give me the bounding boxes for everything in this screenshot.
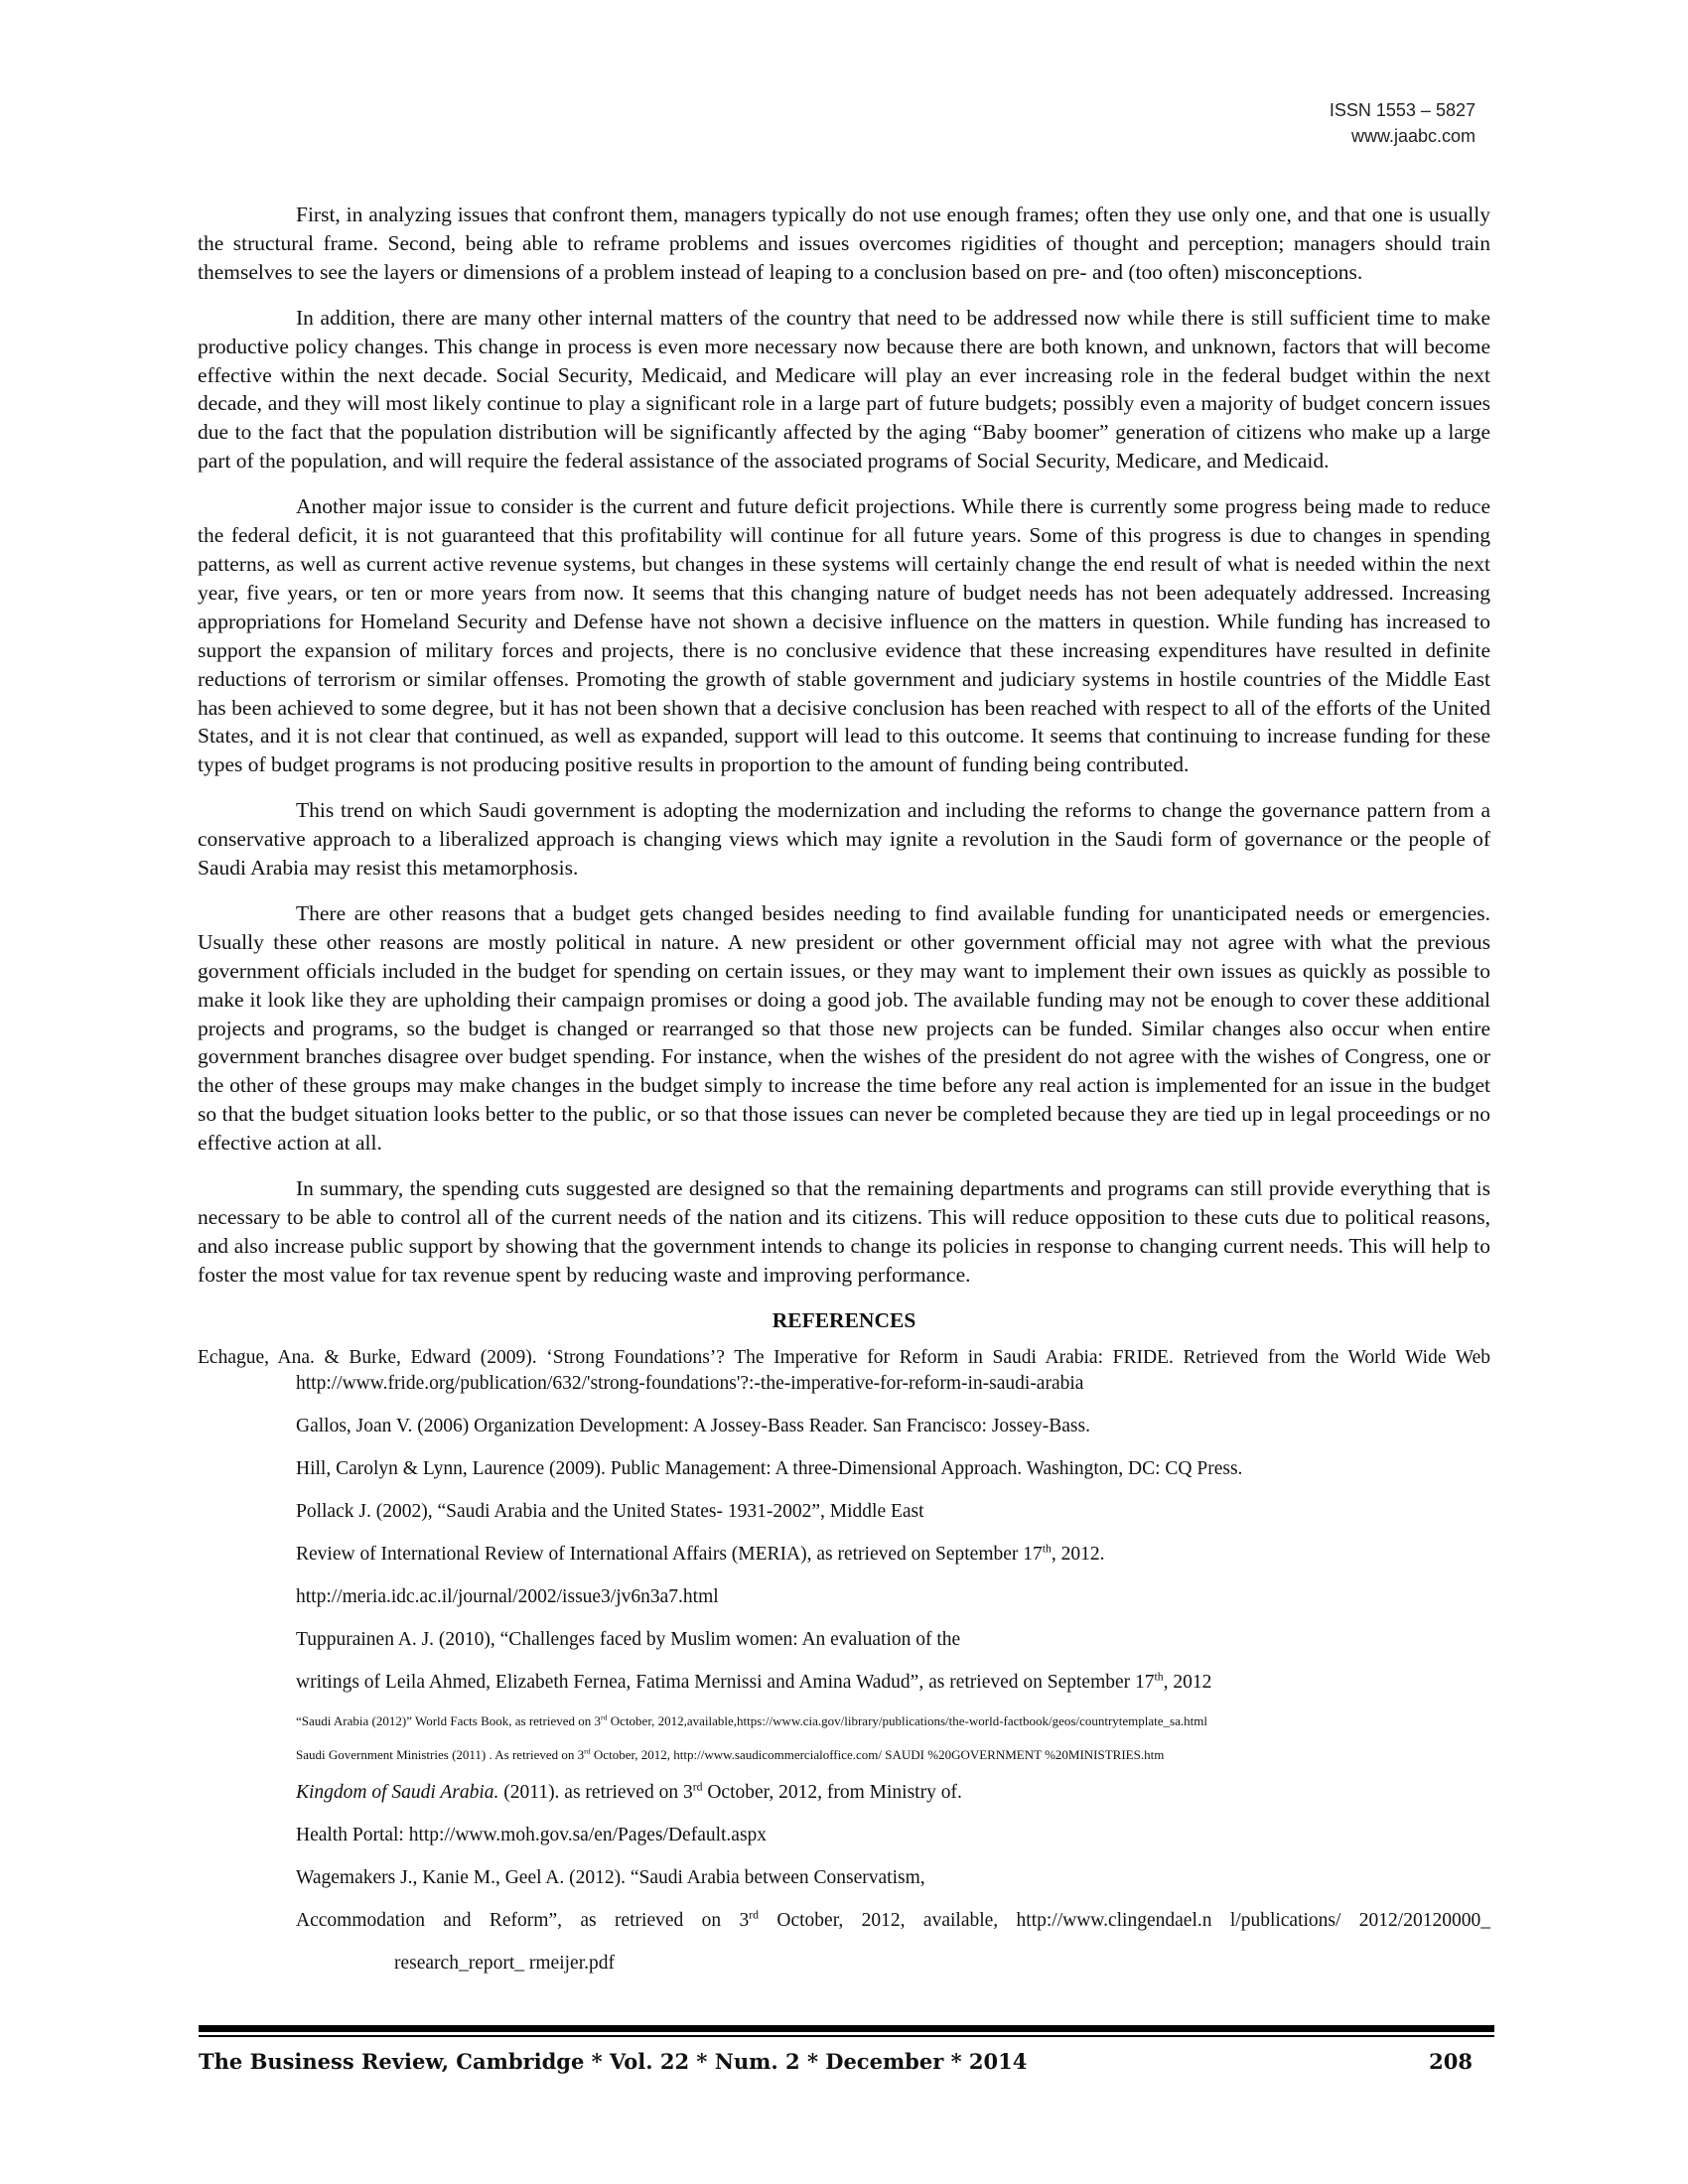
paragraph-budget-changes: There are other reasons that a budget gets changed besides needing to find available funding for unanticipated needs or emergencies. Usually these other reasons are mostly political in nature. A new president or other government official may not agree with what the previous government officials included in the budget for spending on certain issues, or they may want to implement their own issues as quickly as possible to make it look like they are upholding their campaign promises or doing a good job. The available funding may not be enough to cover these additional projects and programs, so the budget is changed or rearranged so that those new projects can be funded. Similar changes also occur when entire government branches disagree over budget spending. For instance, when the wishes of the president do not agree with the wishes of Congress, one or the other of these groups may make changes in the budget simply to increase the time before any real action is implemented for an issue in the budget so that the budget situation looks better to the public, or so that those issues can never be completed because they are tied up in legal proceedings or no effective action at all.	[198, 900, 1490, 1156]
paragraph-summary: In summary, the spending cuts suggested are designed so that the remaining departments and programs can still provide everything that is necessary to be able to control all of the current needs of the nation and its citizens. This will reduce opposition to these cuts due to political reasons, and also increase public support by showing that the government intends to change its policies in response to changing current needs. This will help to foster the most value for tax revenue spent by reducing waste and improving performance.	[198, 1176, 1490, 1287]
paragraph-deficit: Another major issue to consider is the current and future deficit projections. While there is currently some progress being made to reduce the federal deficit, it is not guaranteed that this profitability will continue for all future years. Some of this progress is due to changes in spending patterns, as well as current active revenue systems, but changes in these systems will certainly change the end result of what is needed within the next year, five years, or ten or more years from now. It seems that this changing nature of budget needs has not been adequately addressed. Increasing appropriations for Homeland Security and Defense have not shown a decisive influence on the matters in question. While funding has increased to support the expansion of military forces and projects, there is no conclusive evidence that these increasing expenditures have resulted in definite reductions of terrorism or similar offenses. Promoting the growth of stable government and judiciary systems in hostile countries of the Middle East has been achieved to some degree, but it has not been shown that a decisive conclusion has been reached with respect to all of the efforts of the United States, and it is not clear that continued, as well as expanded, support will lead to this outcome. It seems that continuing to increase funding for these types of budget programs is not producing positive results in proportion to the amount of funding being contributed.	[198, 494, 1490, 777]
references-list	[198, 1345, 1490, 1977]
reference-hill: Hill, Carolyn & Lynn, Laurence (2009). Public Management: A three-Dimensional Approach. Washington, DC: CQ Press.	[296, 1457, 1243, 1479]
reference-gallos: Gallos, Joan V. (2006) Organization Development: A Jossey-Bass Reader. San Francisco: Jossey-Bass.	[296, 1415, 1090, 1436]
reference-meria-url: http://meria.idc.ac.il/journal/2002/issue3/jv6n3a7.html	[296, 1585, 719, 1607]
reference-echague: Echague, Ana. & Burke, Edward (2009). ‘Strong Foundations’? The Imperative for Reform in Saudi Arabia: FRIDE. Retrieved from the World Wide Web http://www.fride.org/publication/632/'strong-foundations'?:-the-imperative-for-reform-in-saudi-arabia	[198, 1346, 1490, 1394]
reference-health-portal: Health Portal: http://www.moh.gov.sa/en/Pages/Default.aspx	[296, 1824, 768, 1845]
page-header	[1330, 97, 1476, 149]
article-body	[198, 201, 1490, 1993]
paragraph-frames: First, in analyzing issues that confront them, managers typically do not use enough frames; often they use only one, and that one is usually the structural frame. Second, being able to reframe problems and issues overcomes rigidities of thought and perception; managers should train themselves to see the layers or dimensions of a problem instead of leaping to a conclusion based on pre- and (too often) misconceptions.	[198, 203, 1490, 284]
issn-label: ISSN 1553 – 5827	[1329, 100, 1476, 120]
reference-research-report: research_report_ rmeijer.pdf	[394, 1952, 615, 1974]
footer-thin-rule	[199, 2035, 1494, 2037]
reference-meria: Review of International Review of International Affairs (MERIA), as retrieved on September 17th, 2012.	[296, 1542, 1105, 1565]
references-heading: REFERENCES	[772, 1307, 916, 1332]
reference-kingdom: Kingdom of Saudi Arabia. (2011). as retrieved on 3rd October, 2012, from Ministry of.	[296, 1780, 962, 1803]
reference-wagemakers: Wagemakers J., Kanie M., Geel A. (2012). “Saudi Arabia between Conservatism,	[296, 1866, 925, 1888]
reference-tuppurainen: Tuppurainen A. J. (2010), “Challenges faced by Muslim women: An evaluation of the	[296, 1628, 961, 1650]
footer-thick-rule	[199, 2025, 1494, 2032]
reference-pollack: Pollack J. (2002), “Saudi Arabia and the United States- 1931-2002”, Middle East	[296, 1500, 924, 1522]
reference-accommodation: Accommodation and Reform”, as retrieved on 3rd October, 2012, available, http://www.clingendael.n l/publications/ 2012/20120000_	[296, 1908, 1490, 1931]
journal-citation: The Business Review, Cambridge * Vol. 22 * Num. 2 * December * 2014	[199, 2049, 1028, 2074]
reference-ministries: Saudi Government Ministries (2011) . As retrieved on 3rd October, 2012, http://www.saudicommercialoffice.com/ SAUDI %20GOVERNMENT %20MINISTRIES.htm	[296, 1746, 1165, 1762]
paragraph-saudi-trend: This trend on which Saudi government is adopting the modernization and including the reforms to change the governance pattern from a conservative approach to a liberalized approach is changing views which may ignite a revolution in the Saudi form of governance or the people of Saudi Arabia may resist this metamorphosis.	[198, 798, 1490, 881]
reference-factbook: “Saudi Arabia (2012)” World Facts Book, as retrieved on 3rd October, 2012,available,https://www.cia.gov/library/publications/the-world-factbook/geos/countrytemplate_sa.html	[296, 1712, 1207, 1728]
reference-writings: writings of Leila Ahmed, Elizabeth Fernea, Fatima Mernissi and Amina Wadud”, as retrieved on September 17th, 2012	[296, 1670, 1212, 1693]
website-label: www.jaabc.com	[1350, 126, 1476, 146]
page-number: 208	[1429, 2049, 1473, 2074]
paragraph-internal-matters: In addition, there are many other internal matters of the country that need to be addressed now while there is still sufficient time to make productive policy changes. This change in process is even more necessary now because there are both known, and unknown, factors that will become effective within the next decade. Social Security, Medicaid, and Medicare will play an ever increasing role in the federal budget within the next decade, and they will most likely continue to play a significant role in a large part of future budgets; possibly even a majority of budget concern issues due to the fact that the population distribution will be significantly affected by the aging “Baby boomer” generation of citizens who make up a large part of the population, and will require the federal assistance of the associated programs of Social Security, Medicare, and Medicaid.	[198, 305, 1490, 474]
